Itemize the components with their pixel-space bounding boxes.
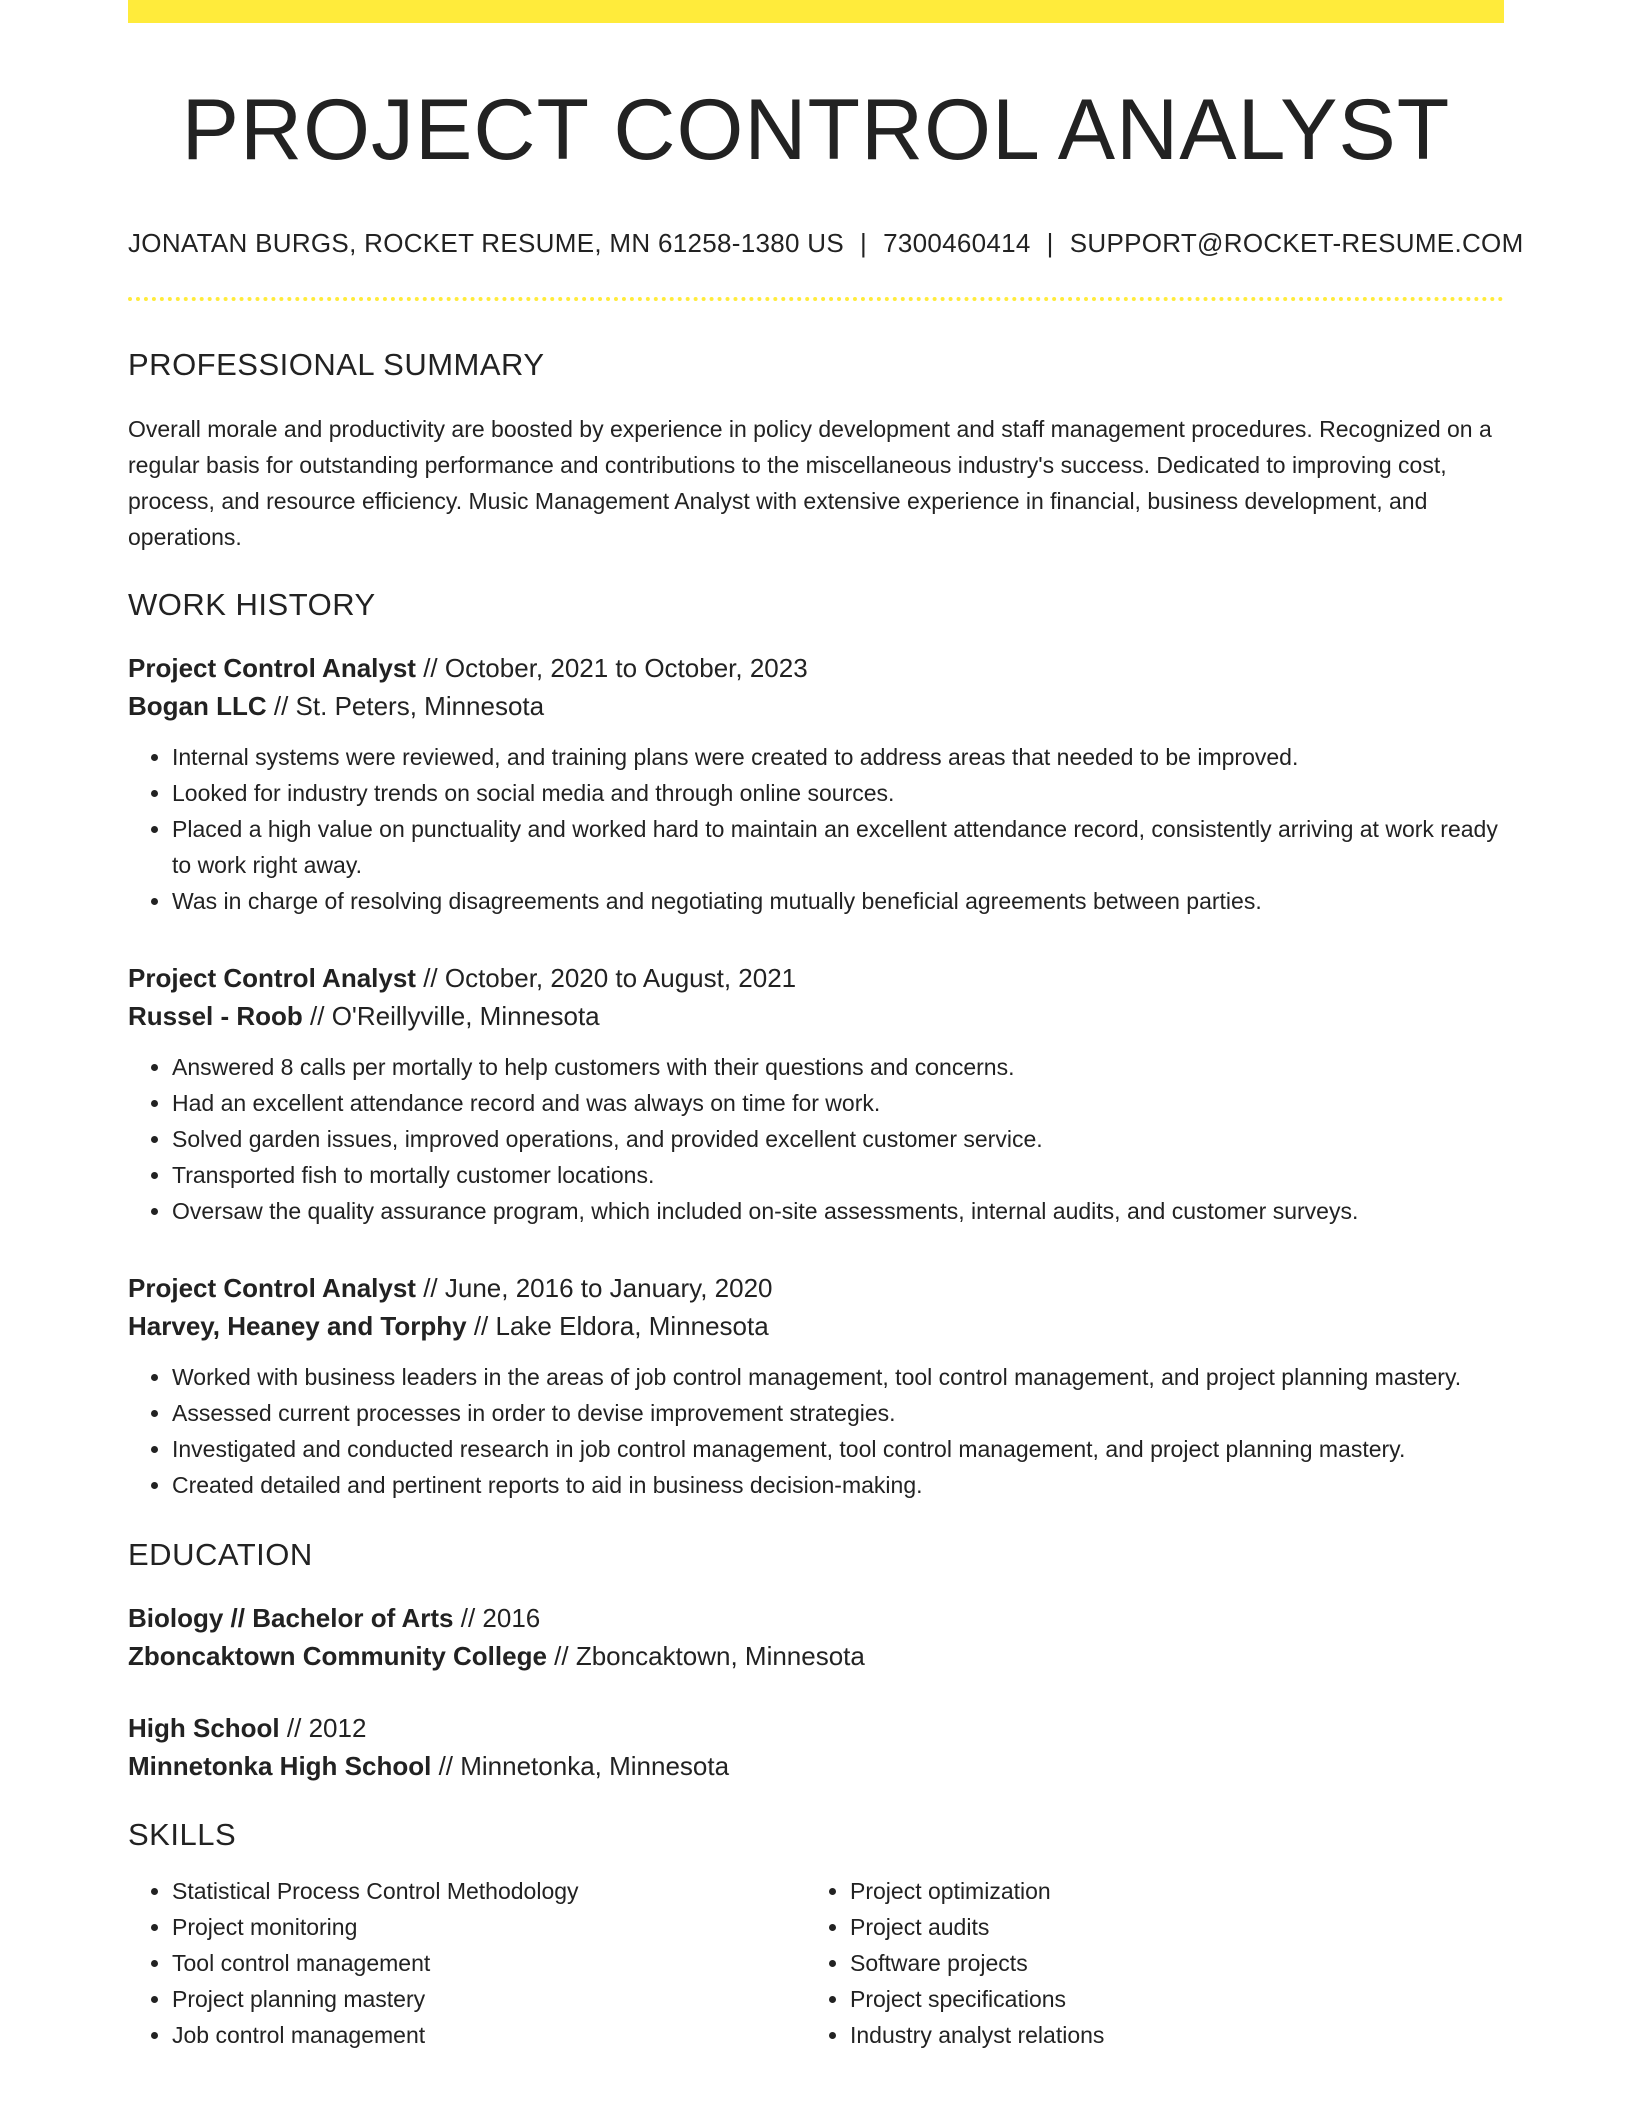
job-entry [128,1269,1504,1503]
education-entry [128,1709,1504,1785]
edu-school-line [128,1747,1504,1785]
summary-heading: PROFESSIONAL SUMMARY [128,346,545,382]
job-bullet: • Internal systems were reviewed, and training plans were created to address areas that needed to be improved. [172,739,1504,775]
job-company: Harvey, Heaney and Torphy [128,1310,467,1341]
job-role-line [128,649,1504,687]
job-role: Project Control Analyst [128,1272,416,1303]
contact-email: SUPPORT@ROCKET-RESUME.COM [1069,227,1524,258]
dotted-divider [128,297,1504,301]
edu-degree: High School [128,1712,280,1743]
job-bullet: • Transported fish to mortally customer locations. [172,1157,1504,1193]
job-location: // Lake Eldora, Minnesota [466,1310,769,1341]
job-bullet: • Looked for industry trends on social media and through online sources. [172,775,1504,811]
job-role-line [128,1269,1504,1307]
job-role-line [128,959,1504,997]
job-bullets [128,1359,1504,1503]
skill-item: • Project monitoring [172,1909,806,1945]
job-dates: // June, 2016 to January, 2020 [415,1272,773,1303]
edu-year: // 2016 [453,1602,541,1633]
job-bullets [128,739,1504,919]
edu-degree-line [128,1599,1504,1637]
skill-item: • Project optimization [850,1873,1500,1909]
edu-location: // Minnetonka, Minnesota [431,1750,730,1781]
skill-item: • Project planning mastery [172,1981,806,2017]
job-bullet: • Solved garden issues, improved operations, and provided excellent customer service. [172,1121,1504,1157]
job-bullet: • Assessed current processes in order to devise improvement strategies. [172,1395,1504,1431]
job-company-line [128,687,1504,725]
edu-school-line [128,1637,1504,1675]
job-bullet: • Created detailed and pertinent reports to aid in business decision-making. [172,1467,1504,1503]
job-entry [128,959,1504,1229]
resume-page [128,0,1524,2053]
job-company: Russel - Roob [128,1000,303,1031]
job-role: Project Control Analyst [128,962,416,993]
edu-degree-line [128,1709,1504,1747]
job-company: Bogan LLC [128,690,267,721]
contact-address: JONATAN BURGS, ROCKET RESUME, MN 61258-1380 US [128,227,844,258]
job-entry [128,649,1504,919]
skills-heading: SKILLS [128,1816,237,1852]
job-bullet: • Was in charge of resolving disagreements and negotiating mutually beneficial agreements between parties. [172,883,1504,919]
job-bullet: • Oversaw the quality assurance program, which included on-site assessments, internal audits, and customer surveys. [172,1193,1504,1229]
job-company-line [128,1307,1504,1345]
contact-phone: 7300460414 [883,227,1031,258]
skill-item: • Statistical Process Control Methodology [172,1873,806,1909]
summary-text: Overall morale and productivity are boosted by experience in policy development and staff management procedures. Recognized on a regular basis for outstanding performance and contributions to the miscellaneous industry's success. Dedicated to improving cost, process, and resource efficiency. Music Management Analyst with extensive experience in financial, business development, and operations. [128,415,1492,550]
edu-school: Minnetonka High School [128,1750,432,1781]
education-entry [128,1599,1504,1675]
contact-line [128,227,1524,259]
skills-list [128,1873,1504,2053]
edu-location: // Zboncaktown, Minnesota [546,1640,865,1671]
job-bullet: • Worked with business leaders in the areas of job control management, tool control management, and project planning mastery. [172,1359,1504,1395]
skill-item: • Project audits [850,1909,1500,1945]
job-dates: // October, 2021 to October, 2023 [415,652,808,683]
skills-column-left [128,1873,806,2053]
skill-item: • Industry analyst relations [850,2017,1500,2053]
skill-item: • Job control management [172,2017,806,2053]
job-bullets [128,1049,1504,1229]
skill-item: • Project specifications [850,1981,1500,2017]
job-role: Project Control Analyst [128,652,416,683]
job-dates: // October, 2020 to August, 2021 [415,962,797,993]
edu-degree: Biology // Bachelor of Arts [128,1602,454,1633]
edu-school: Zboncaktown Community College [128,1640,547,1671]
skills-column-right [806,1873,1500,2053]
skill-item: • Tool control management [172,1945,806,1981]
accent-bar [128,0,1504,23]
job-location: // St. Peters, Minnesota [266,690,545,721]
edu-year: // 2012 [279,1712,367,1743]
education-heading: EDUCATION [128,1536,313,1572]
job-location: // O'Reillyville, Minnesota [302,1000,600,1031]
job-bullet: • Had an excellent attendance record and was always on time for work. [172,1085,1504,1121]
contact-separator: | [1046,227,1054,258]
work-history-heading: WORK HISTORY [128,586,376,622]
job-bullet: • Answered 8 calls per mortally to help customers with their questions and concerns. [172,1049,1504,1085]
job-company-line [128,997,1504,1035]
skill-item: • Software projects [850,1945,1500,1981]
job-bullet: • Investigated and conducted research in job control management, tool control management, and project planning mastery. [172,1431,1504,1467]
contact-separator: | [860,227,868,258]
resume-title: PROJECT CONTROL ANALYST [181,82,1451,178]
job-bullet: • Placed a high value on punctuality and worked hard to maintain an excellent attendance record, consistently arriving at work ready to work right away. [172,811,1504,883]
